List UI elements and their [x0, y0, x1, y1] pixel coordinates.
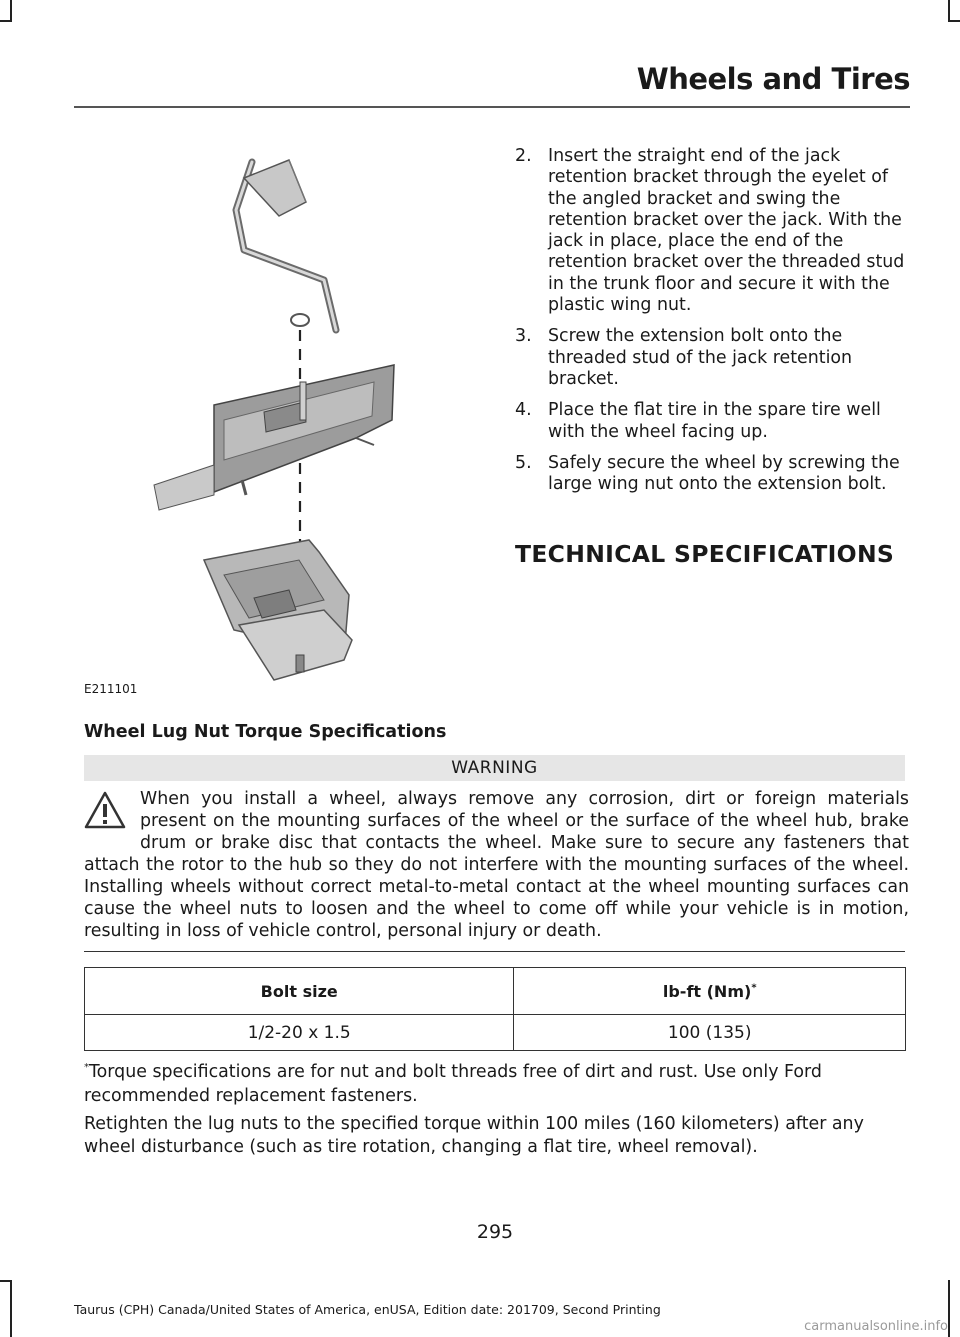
crop-mark-bottom-left-h — [0, 1280, 12, 1282]
table-header-row — [85, 968, 906, 1015]
footnote — [84, 1056, 909, 1108]
crop-mark-bottom-right-v — [948, 1280, 950, 1337]
page-number: 295 — [476, 1221, 514, 1243]
step-number: 2. — [515, 146, 532, 166]
page-title: Wheels and Tires — [636, 62, 910, 96]
table-row — [85, 1015, 906, 1051]
warning-body — [84, 788, 909, 942]
crop-mark-top-right-v — [948, 0, 950, 22]
warning-text: When you install a wheel, always remove any corrosion, dirt or foreign materials present on the mounting surfaces of the wheel or the surface of the wheel hub, brake drum or brake disc that contacts the wheel. Make sure to secure any fasteners that attach the rotor to the hub so they do not interfere with the mounting surfaces of the wheel. Installing wheels without correct metal-to-metal contact at the wheel mounting surfaces can cause the wheel nuts to loosen and the wheel to come off while your vehicle is in motion, resulting in loss of vehicle control, personal injury or death. — [84, 789, 909, 941]
column-header-torque: lb-ft (Nm)* — [514, 968, 906, 1015]
header-divider — [74, 106, 910, 108]
list-item — [515, 146, 910, 316]
crop-mark-top-left-v — [10, 0, 12, 22]
list-item — [515, 326, 910, 390]
crop-mark-top-left-h — [0, 20, 12, 22]
step-number: 3. — [515, 326, 532, 347]
list-item — [515, 400, 910, 443]
crop-mark-top-right-h — [948, 20, 960, 22]
footnote-text: Torque specifications are for nut and bolt threads free of dirt and rust. Use only Ford recommended replacement fasteners. — [84, 1061, 822, 1106]
footnote-marker: * — [751, 982, 757, 994]
list-item — [515, 453, 910, 496]
torque-spec-table — [84, 967, 906, 1051]
table-cell: 1/2-20 x 1.5 — [85, 1015, 514, 1051]
jack-bracket-drawing — [74, 120, 474, 710]
footnote-marker: * — [84, 1062, 89, 1073]
step-text: Place the flat tire in the spare tire well with the wheel facing up. — [548, 400, 881, 442]
watermark: carmanualsonline.info — [804, 1319, 948, 1334]
warning-title: WARNING — [84, 755, 905, 781]
step-text: Safely secure the wheel by screwing the large wing nut onto the extension bolt. — [548, 452, 900, 495]
jack-stowage-illustration — [74, 120, 474, 710]
step-number: 5. — [515, 452, 532, 473]
footer-text: Taurus (CPH) Canada/United States of America, enUSA, Edition date: 201709, Second Printing — [74, 1302, 661, 1317]
step-number: 4. — [515, 400, 532, 421]
table-cell: 100 (135) — [514, 1015, 906, 1051]
column-header-bolt-size: Bolt size — [85, 968, 514, 1015]
steps-list — [515, 146, 910, 505]
crop-mark-bottom-left-v — [10, 1280, 12, 1337]
figure-label: E211101 — [84, 682, 138, 696]
step-text: Screw the extension bolt onto the threaded stud of the jack retention bracket. — [548, 326, 853, 389]
warning-icon-spacer — [84, 788, 140, 854]
retighten-paragraph: Retighten the lug nuts to the specified torque within 100 miles (160 kilometers) after any wheel disturbance (such as tire rotation, changing a flat tire, wheel removal). — [84, 1114, 864, 1157]
step-text: Insert the straight end of the jack retention bracket through the eyelet of the angled bracket and swing the retention bracket over the jack. With the jack in place, place the end of the retention bracket over the threaded stud in the trunk floor and secure it with the plastic wing nut. — [548, 146, 905, 316]
section-heading: TECHNICAL SPECIFICATIONS — [515, 540, 895, 568]
warning-divider — [84, 951, 905, 952]
sub-heading: Wheel Lug Nut Torque Specifications — [84, 722, 447, 742]
